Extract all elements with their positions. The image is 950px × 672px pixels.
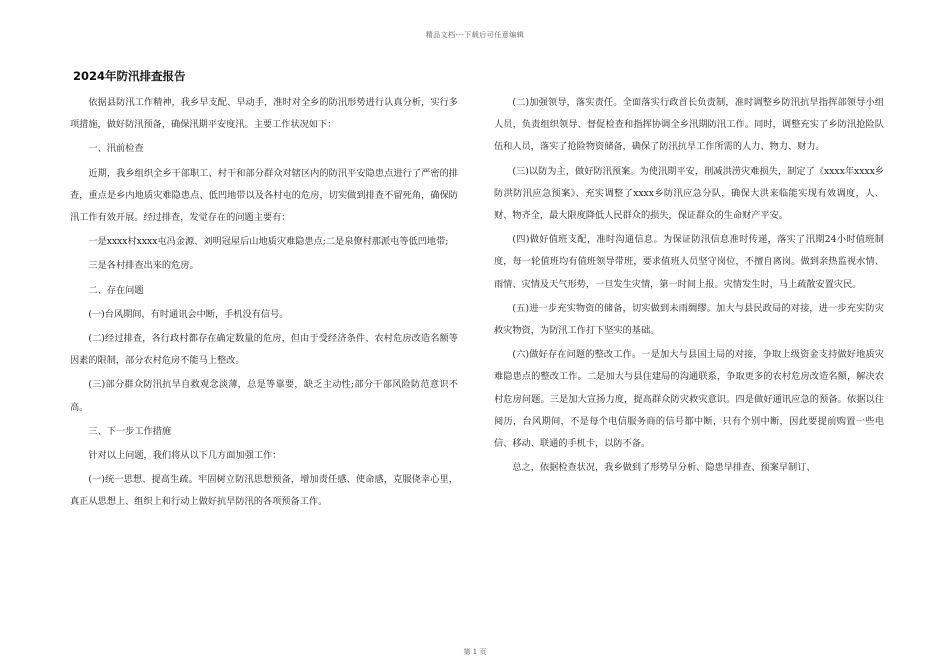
page-header: 精品文档---下载后可任意编辑 <box>425 31 525 39</box>
paragraph: (五)进一步充实物资的储备，切实做到未雨绸缪。加大与县民政局的对接，进一步充实防灾救灾物资，为防汛工作打下坚实的基础。 <box>494 302 884 337</box>
paragraph: 近期，我乡组织全乡干部职工、村干和部分群众对辖区内的防汛平安隐患点进行了严密的排查，重点是乡内地质灾难隐患点、低凹地带以及各村屯的危房，切实做到排查不留死角，确保防汛工作有效开展。经过排查，发觉存在的问题主要有： <box>70 167 458 224</box>
section-heading: 二、存在问题 <box>88 284 144 296</box>
document-title: 2024年防汛排查报告 <box>73 69 186 83</box>
page-number: 第 1 页 <box>463 648 487 656</box>
section-heading: 三、下一步工作措施 <box>88 425 172 437</box>
paragraph: 一是xxxx村xxxx屯冯金源、刘明冠屋后山地质灾难隐患点;二是泉僚村那派屯等低凹地带; <box>88 236 449 248</box>
paragraph: (一)台风期间，有时通讯会中断，手机没有信号。 <box>88 308 289 320</box>
paragraph: (三)以防为主，做好防汛预案。为使汛期平安，削减洪涝灾难损失，制定了《xxxx年xxxx乡防洪防汛应急预案》、充实调整了xxxx乡防汛应急分队，确保大洪来临能实现有效调度，人、财、物齐全，最大限度降低人民群众的损失，保证群众的生命财产平安。 <box>494 165 884 222</box>
paragraph: (二)加强领导，落实责任。全面落实行政首长负责制，准时调整乡防汛抗旱指挥部领导小组人员，负责组织领导、督促检查和指挥协调全乡汛期防汛工作。同时，调整充实了乡防汛抢险队伍和人员，落实了抢险物资储备，确保了防汛抗旱工作所需的人力、物力、财力。 <box>494 97 884 153</box>
paragraph: (二)经过排查，各行政村都存在确定数量的危房，但由于受经济条件、农村危房改造名额等因素的限制，部分农村危房不能马上整改。 <box>70 333 458 367</box>
paragraph: 总之，依据检查状况，我乡做到了形势早分析、隐患早排查、预案早制订、 <box>512 462 816 474</box>
paragraph: 三是各村排查出来的危房。 <box>88 260 199 272</box>
paragraph: (四)做好值班支配，准时沟通信息。为保证防汛信息准时传递，落实了汛期24小时值班制度，每一轮值班均有值班领导带班，要求值班人员坚守岗位，不擅自离岗。做到亲热监视水情、雨情、灾情及天气形势，一旦发生灾情，第一时间上报。灾情发生时，马上疏散安置灾民。 <box>494 234 884 290</box>
paragraph: 针对以上问题，我们将从以下几方面加强工作： <box>88 450 282 462</box>
section-heading: 一、汛前检查 <box>88 143 144 155</box>
right-column <box>494 92 884 481</box>
paragraph: (六)做好存在问题的整改工作。一是加大与县国土局的对接，争取上级资金支持做好地质灾难隐患点的整改工作。二是加大与县住建局的沟通联系，争取更多的农村危房改造名额，解决农村危房问题。三是加大宣扬力度，提高群众防灾救灾意识。四是做好通讯应急的预备。依据以往阅历，台风期间，不是每个电信服务商的信号都中断，只有个别中断，因此要提前购置一些电信、移动、联通的手机卡，以防不备。 <box>494 349 884 450</box>
paragraph: 依据县防汛工作精神，我乡早支配、早动手，准时对全乡的防汛形势进行认真分析，实行多项措施，做好防汛预备，确保汛期平安度汛。主要工作状况如下： <box>70 97 458 131</box>
left-column <box>70 92 458 516</box>
paragraph: (一)统一思想、提高生疏。牢固树立防汛思想预备，增加责任感、使命感，克服侥幸心里，真正从思想上、组织上和行动上做好抗旱防汛的各项预备工作。 <box>70 474 458 508</box>
paragraph: (三)部分群众防汛抗旱自救观念淡薄，总是等靠要，缺乏主动性;部分干部风险防范意识不高。 <box>70 379 458 413</box>
